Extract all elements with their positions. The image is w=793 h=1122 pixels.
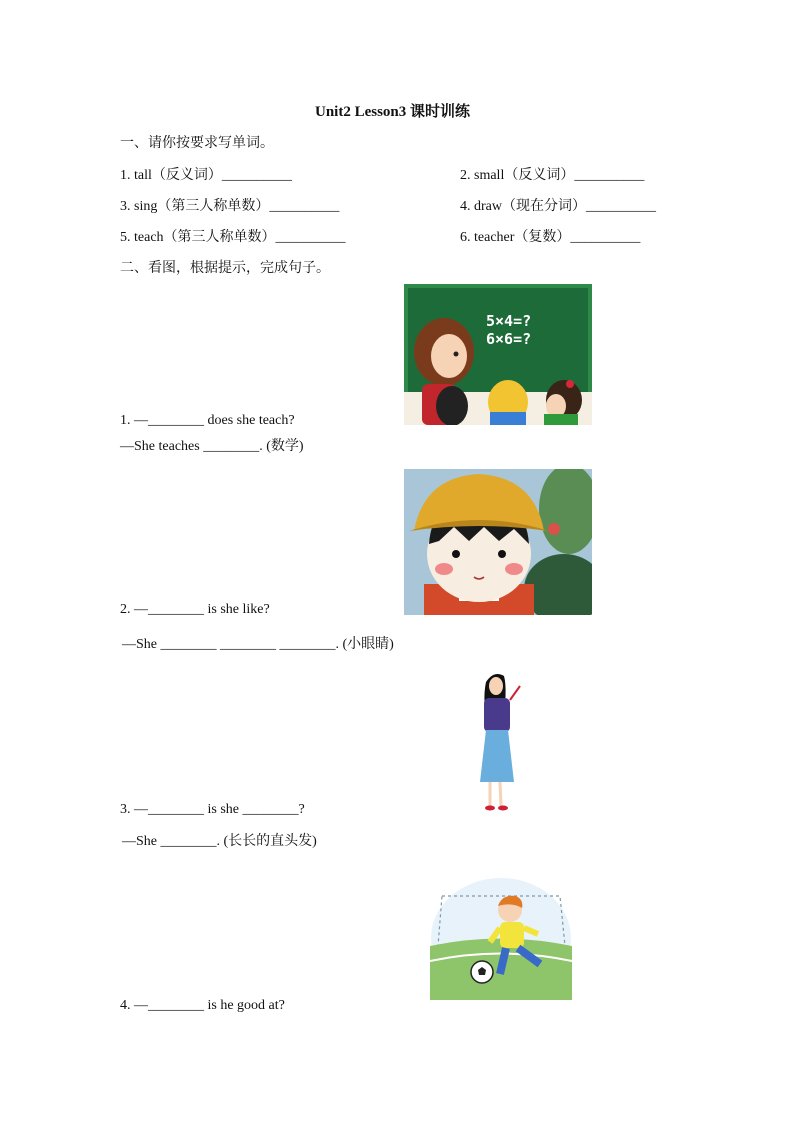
question-4: 4. —________ is he good at?	[120, 998, 285, 1013]
word-item-5: 5. teach（第三人称单数）__________	[120, 230, 346, 245]
answer-3: —She ________. (长长的直头发)	[122, 834, 317, 849]
woman-long-hair-image	[474, 670, 528, 813]
boy-football-image	[430, 876, 572, 1000]
word-item-3: 3. sing（第三人称单数）__________	[120, 199, 340, 214]
blackboard-line-2: 6×6=?	[486, 330, 532, 348]
question-3: 3. —________ is she ________?	[120, 802, 305, 817]
word-item-1: 1. tall（反义词）__________	[120, 168, 292, 183]
question-1: 1. —________ does she teach?	[120, 413, 295, 428]
page-title: Unit2 Lesson3 课时训练	[315, 104, 471, 120]
section2-heading: 二、看图，根据提示，完成句子。	[120, 261, 330, 276]
blackboard-line-1: 5×4=?	[486, 312, 532, 330]
answer-2: —She ________ ________ ________. (小眼睛)	[122, 637, 394, 652]
section1-heading: 一、请你按要求写单词。	[120, 136, 274, 151]
word-item-2: 2. small（反义词）__________	[460, 168, 645, 183]
girl-hat-image	[404, 469, 592, 615]
question-2: 2. —________ is she like?	[120, 602, 270, 617]
word-item-4: 4. draw（现在分词）__________	[460, 199, 656, 214]
answer-1: —She teaches ________. (数学)	[120, 439, 304, 454]
teacher-blackboard-image	[404, 284, 592, 425]
word-item-6: 6. teacher（复数）__________	[460, 230, 641, 245]
